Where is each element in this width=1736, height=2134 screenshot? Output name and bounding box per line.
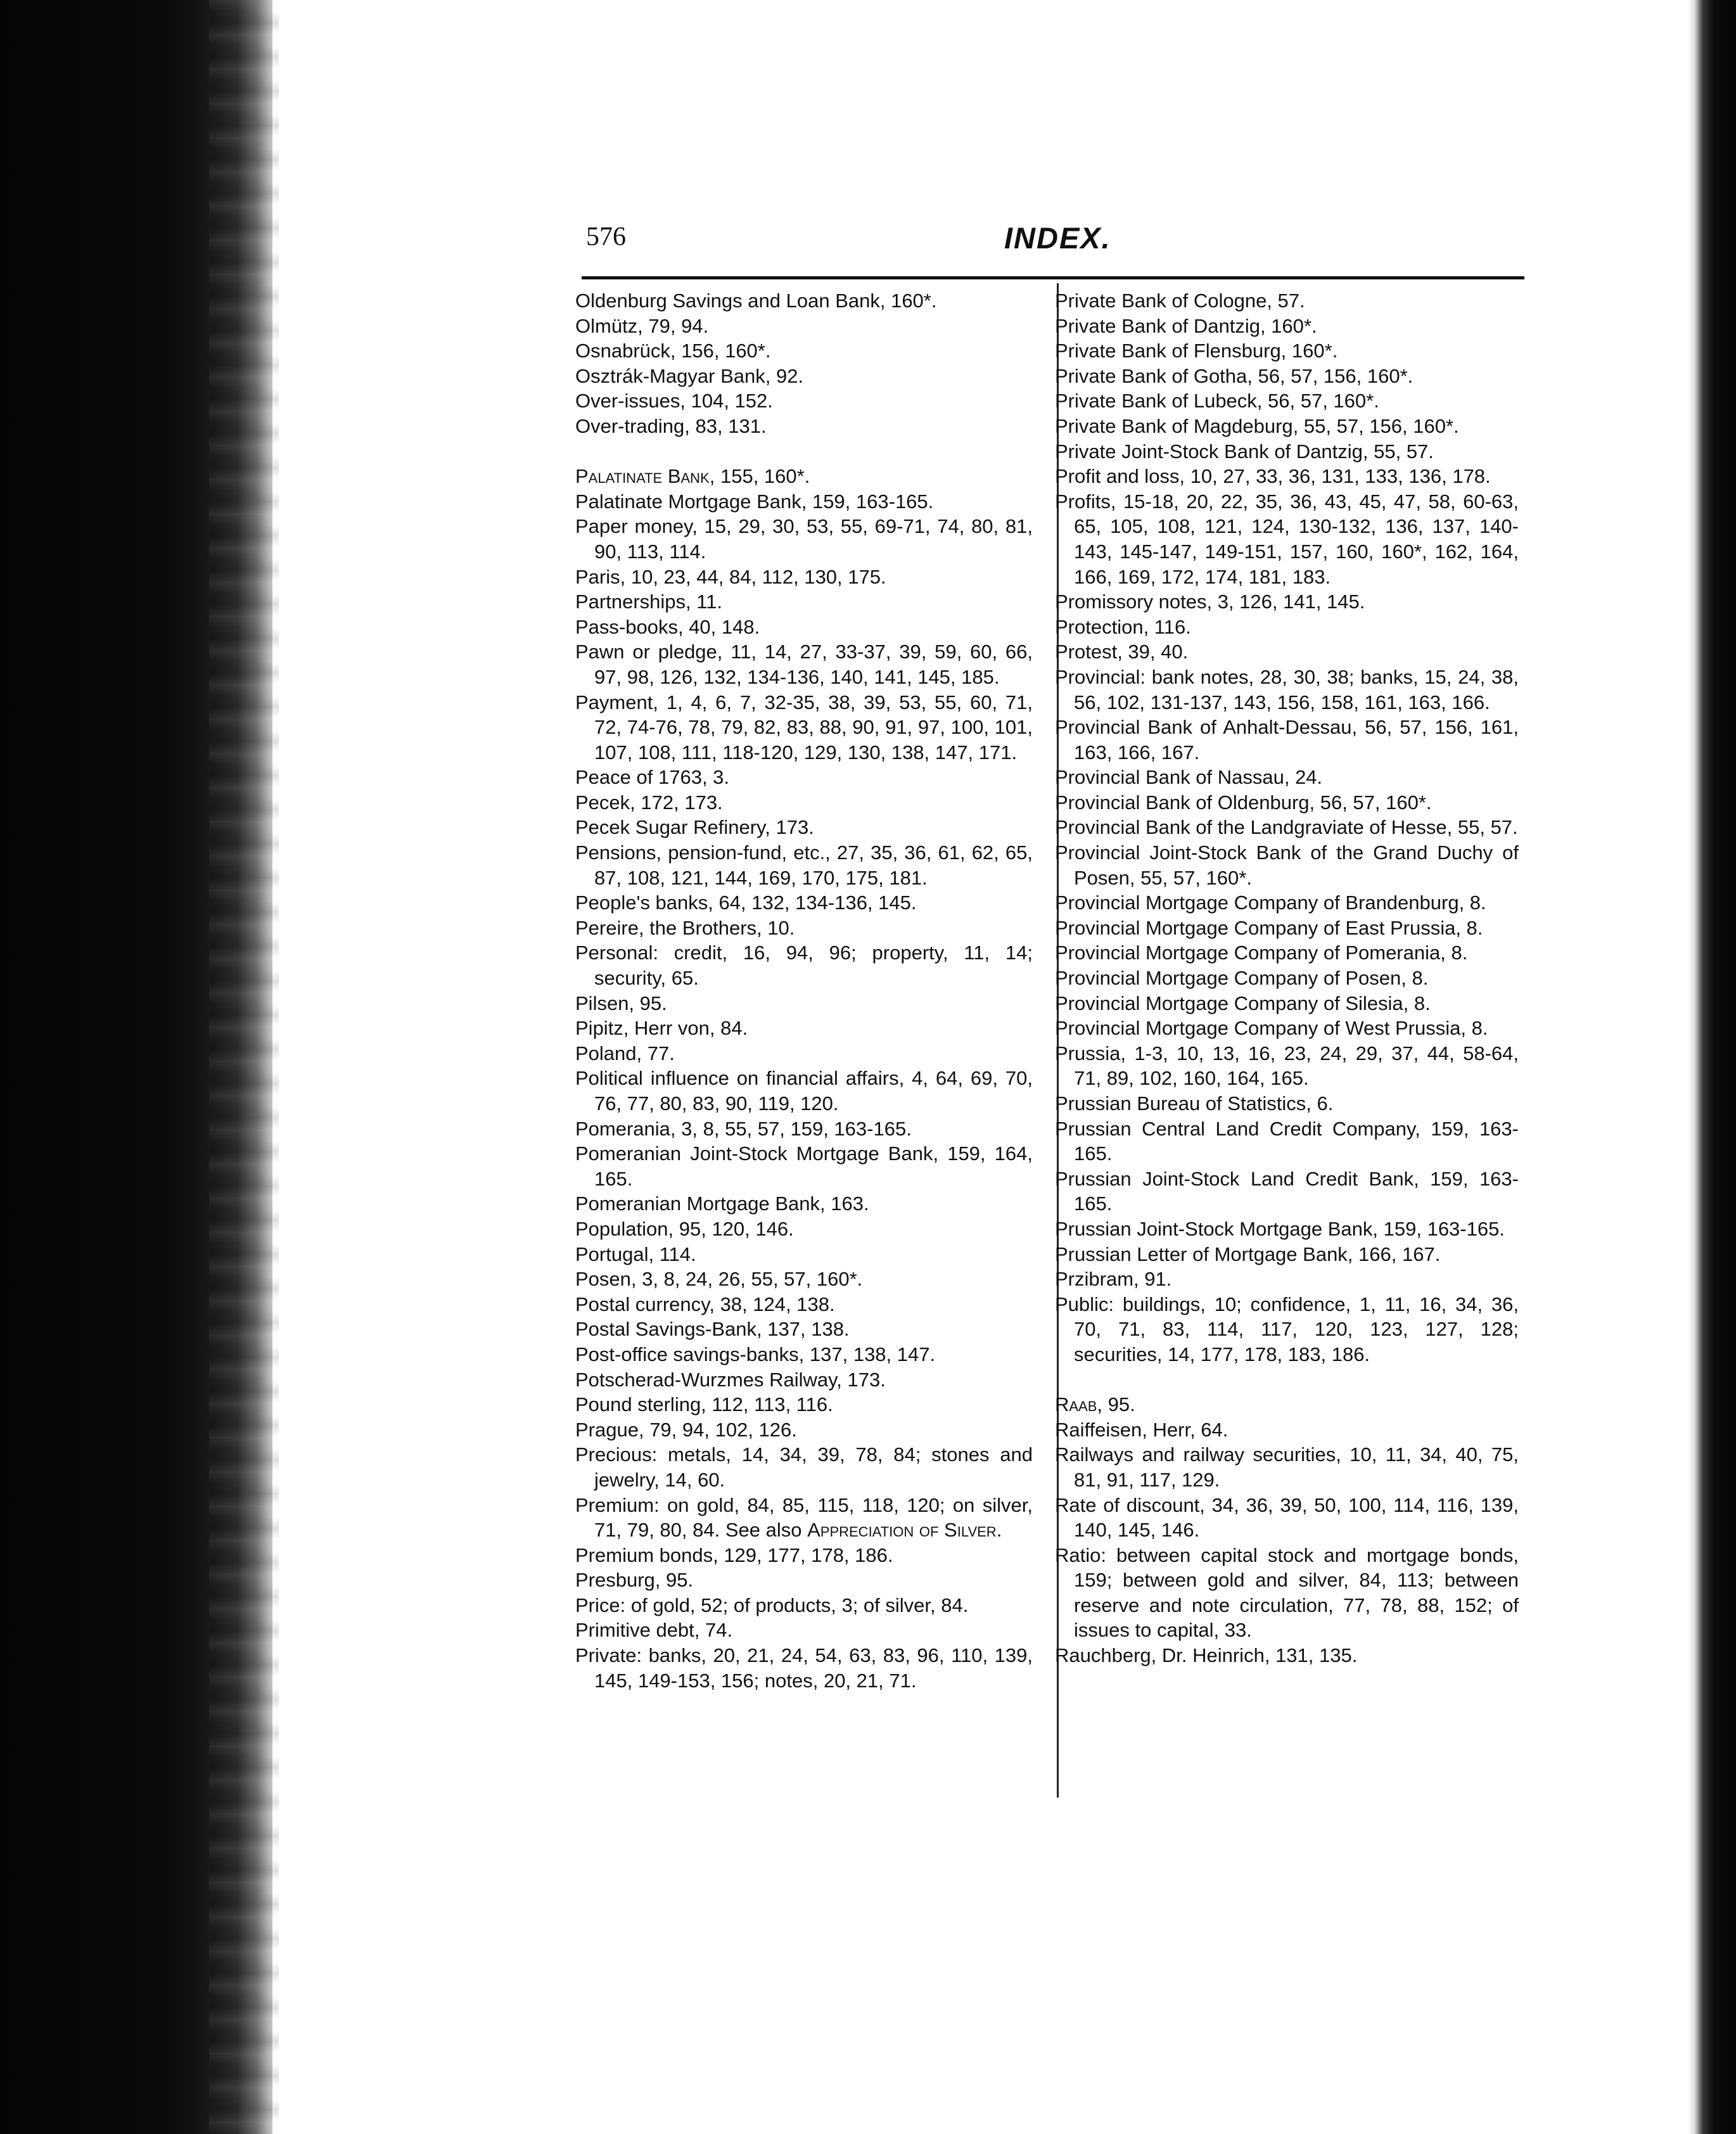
index-entry [1055,790,1519,815]
index-entry [1055,840,1519,890]
index-entry [575,1618,1033,1643]
index-entry [1055,1392,1519,1417]
entry-text: Prague, 79, 94, 102, 126. [575,1418,797,1441]
entry-text: Provincial Bank of Nassau, 24. [1055,766,1323,789]
entry-text: Prussia, 1-3, 10, 13, 16, 23, 24, 29, 37, 44, 58-64, 71, 89, 102, 160, 164, 165. [1055,1042,1519,1090]
index-entry [575,414,1033,439]
entry-text: Pomeranian Joint-Stock Mortgage Bank, 159, 164, 165. [575,1142,1033,1190]
entry-text: Private Bank of Flensburg, 160*. [1055,340,1338,362]
index-entry [1055,615,1519,640]
index-entry [1055,1643,1519,1668]
entry-text: Pecek Sugar Refinery, 173. [575,816,814,839]
index-entry [1055,665,1519,715]
entry-text: Postal currency, 38, 124, 138. [575,1293,835,1315]
entry-text: Provincial Bank of Oldenburg, 56, 57, 160*. [1055,791,1432,814]
entry-text: Peace of 1763, 3. [575,766,730,789]
index-entry [575,388,1033,414]
index-entry [1055,338,1519,364]
entry-text: Ratio: between capital stock and mortgage bonds, 159; between gold and silver, 84, 113; between reserve and note circulation, 77, 78, 88, 152; of issues to capital, 33. [1055,1543,1519,1642]
entry-text: Paper money, 15, 29, 30, 53, 55, 69-71, 74, 80, 81, 90, 113, 114. [575,515,1033,563]
entry-text: Private Bank of Lubeck, 56, 57, 160*. [1055,390,1379,412]
index-entry [1055,1417,1519,1443]
entry-text: Provincial: bank notes, 28, 30, 38; banks, 15, 24, 38, 56, 102, 131-137, 143, 156, 158, 161, 163, 166. [1055,665,1519,713]
index-entry [1055,1016,1519,1041]
entry-text: Provincial Mortgage Company of Posen, 8. [1055,967,1429,990]
index-entry [1055,288,1519,314]
entry-text: Provincial Joint-Stock Bank of the Grand Duchy of Posen, 55, 57, 160*. [1055,841,1519,889]
entry-text: Przibram, 91. [1055,1268,1172,1291]
entry-text: Pipitz, Herr von, 84. [575,1017,748,1040]
index-column-right [1055,288,1519,1668]
index-entry [575,338,1033,364]
entry-text: Provincial Mortgage Company of West Prussia, 8. [1055,1017,1488,1040]
entry-text: Osnabrück, 156, 160*. [575,340,771,362]
entry-text: Profit and loss, 10, 27, 33, 36, 131, 133, 136, 178. [1055,465,1491,488]
index-entry [1055,991,1519,1016]
index-entry [575,615,1033,640]
index-entry [575,464,1033,489]
entry-tail: . [996,1519,1002,1542]
entry-text: Over-issues, 104, 152. [575,390,773,412]
index-entry [575,1392,1033,1417]
entry-text: Poland, 77. [575,1042,675,1064]
entry-text: Prussian Joint-Stock Land Credit Bank, 159, 163-165. [1055,1167,1519,1215]
index-entry [1055,1543,1519,1643]
entry-text: Precious: metals, 14, 34, 39, 78, 84; stones and jewelry, 14, 60. [575,1443,1033,1491]
index-entry [1055,1493,1519,1543]
entry-text: Public: buildings, 10; confidence, 1, 11, 16, 34, 36, 70, 71, 83, 114, 117, 120, 123, 127, 128; securities, 14, 177, 178, 183, 186. [1055,1293,1519,1365]
index-entry [575,1442,1033,1492]
entry-text: Population, 95, 120, 146. [575,1217,794,1240]
entry-text: People's banks, 64, 132, 134-136, 145. [575,891,917,914]
index-entry [575,1317,1033,1342]
index-entry [1055,815,1519,840]
index-entry [575,940,1033,990]
index-entry [575,1066,1033,1116]
index-entry [575,840,1033,890]
index-entry [1055,916,1519,941]
entry-text: Private: banks, 20, 21, 24, 54, 63, 83, 96, 110, 139, 145, 149-153, 156; notes, 20, 21, 71. [575,1644,1033,1692]
entry-text: Posen, 3, 8, 24, 26, 55, 57, 160*. [575,1268,863,1291]
index-entry [1055,715,1519,765]
index-entry [575,815,1033,840]
index-entry [575,1016,1033,1041]
index-entry [575,690,1033,765]
entry-text: Provincial Bank of Anhalt-Dessau, 56, 57, 156, 161, 163, 166, 167. [1055,716,1519,764]
index-entry [1055,890,1519,916]
index-entry [575,1568,1033,1593]
entry-text: Pomerania, 3, 8, 55, 57, 159, 163-165. [575,1117,912,1140]
index-entry [575,1116,1033,1142]
book-spine-shadow [0,0,272,2134]
index-entry [1055,940,1519,966]
entry-text: , 155, 160*. [709,465,810,488]
index-entry [575,1367,1033,1393]
index-entry [575,1242,1033,1267]
index-entry [1055,765,1519,790]
entry-text: Raiffeisen, Herr, 64. [1055,1418,1229,1441]
index-entry [1055,388,1519,414]
entry-text: Oldenburg Savings and Loan Bank, 160*. [575,290,937,312]
index-entry [575,1292,1033,1317]
entry-text: Pensions, pension-fund, etc., 27, 35, 36, 61, 62, 65, 87, 108, 121, 144, 169, 170, 175, 181. [575,841,1033,889]
entry-text: Private Bank of Gotha, 56, 57, 156, 160*. [1055,364,1414,387]
entry-text: Payment, 1, 4, 6, 7, 32-35, 38, 39, 53, 55, 60, 71, 72, 74-76, 78, 79, 82, 83, 88, 90, 91, 97, 100, 101, 107, 108, 111, 118-120, 129, 130, 138, 147, 171. [575,691,1033,764]
entry-text: Pereire, the Brothers, 10. [575,916,795,939]
entry-text: Rate of discount, 34, 36, 39, 50, 100, 114, 116, 139, 140, 145, 146. [1055,1493,1519,1542]
entry-text: Presburg, 95. [575,1569,694,1592]
entry-text: Prussian Central Land Credit Company, 159, 163-165. [1055,1117,1519,1165]
entry-text: Political influence on financial affairs, 4, 64, 69, 70, 76, 77, 80, 83, 90, 119, 120. [575,1067,1033,1115]
index-entry [1055,1267,1519,1292]
index-entry [575,1217,1033,1242]
index-entry [575,489,1033,514]
entry-text: Personal: credit, 16, 94, 96; property, 11, 14; security, 65. [575,942,1033,990]
entry-text: Provincial Mortgage Company of East Prussia, 8. [1055,916,1483,939]
page-edge-shadow [1688,0,1736,2134]
page-number: 576 [586,222,626,252]
index-entry [575,790,1033,815]
index-entry [575,991,1033,1016]
entry-text: Protection, 116. [1055,615,1191,638]
entry-text: Profits, 15-18, 20, 22, 35, 36, 43, 45, 47, 58, 60-63, 65, 105, 108, 121, 124, 130-132, 136, 137, 140-143, 145-147, 149-151, 157, 160, 160*, 162, 164, 166, 169, 172, 174, 181, 183. [1055,490,1519,588]
entry-text: Provincial Bank of the Landgraviate of Hesse, 55, 57. [1055,816,1518,839]
index-entry [575,1141,1033,1191]
index-entry [575,565,1033,590]
index-entry [1055,1091,1519,1116]
index-entry [1055,589,1519,615]
index-entry [575,589,1033,615]
entry-text: Protest, 39, 40. [1055,641,1189,663]
entry-text: Premium bonds, 129, 177, 178, 186. [575,1543,893,1566]
index-entry [575,765,1033,790]
section-gap [1055,1367,1519,1393]
index-entry [575,314,1033,339]
entry-text: Provincial Mortgage Company of Pomerania, 8. [1055,942,1468,964]
entry-text: Potscherad-Wurzmes Railway, 173. [575,1368,886,1391]
index-entry [575,1593,1033,1618]
entry-text: Palatinate Mortgage Bank, 159, 163-165. [575,490,934,513]
index-entry [1055,1041,1519,1091]
index-entry [1055,464,1519,489]
index-entry [1055,1242,1519,1267]
entry-text: Pawn or pledge, 11, 14, 27, 33-37, 39, 59, 60, 66, 97, 98, 126, 132, 134-136, 140, 141, 145, 185. [575,641,1033,688]
index-entry [575,1267,1033,1292]
entry-text: Prussian Bureau of Statistics, 6. [1055,1092,1334,1115]
entry-text: Prussian Joint-Stock Mortgage Bank, 159, 163-165. [1055,1217,1505,1240]
entry-text: Pomeranian Mortgage Bank, 163. [575,1192,869,1215]
index-entry [1055,639,1519,665]
entry-heading: Palatinate Bank [575,465,710,488]
entry-text: Pecek, 172, 173. [575,791,723,814]
index-entry [575,514,1033,564]
index-entry [575,1041,1033,1066]
entry-text: Primitive debt, 74. [575,1619,733,1642]
index-entry [575,288,1033,314]
entry-text: Price: of gold, 52; of products, 3; of silver, 84. [575,1594,969,1616]
entry-text: Pass-books, 40, 148. [575,615,760,638]
index-entry [575,890,1033,916]
index-entry [1055,414,1519,439]
entry-text: Private Bank of Dantzig, 160*. [1055,314,1317,337]
entry-text: Over-trading, 83, 131. [575,414,767,437]
index-entry [575,916,1033,941]
index-entry [575,1342,1033,1367]
entry-text: , 95. [1097,1393,1135,1416]
entry-text: Private Joint-Stock Bank of Dantzig, 55, 57. [1055,440,1434,463]
entry-text: Olmütz, 79, 94. [575,314,709,337]
entry-text: Postal Savings-Bank, 137, 138. [575,1318,850,1341]
index-entry [1055,1217,1519,1242]
entry-text: Prussian Letter of Mortgage Bank, 166, 167. [1055,1243,1441,1265]
index-entry [575,1643,1033,1693]
entry-text: Portugal, 114. [575,1243,696,1265]
index-column-left [575,288,1033,1693]
entry-text: Paris, 10, 23, 44, 84, 112, 130, 175. [575,565,886,588]
entry-text: Post-office savings-banks, 137, 138, 147. [575,1343,936,1365]
header-rule [582,276,1524,279]
index-entry [1055,1116,1519,1166]
entry-text: Pound sterling, 112, 113, 116. [575,1393,833,1416]
entry-text: Osztrák-Magyar Bank, 92. [575,364,804,387]
entry-text: Provincial Mortgage Company of Brandenburg, 8. [1055,891,1486,914]
cross-reference: Appreciation of Silver [807,1519,997,1542]
index-entry [1055,1166,1519,1217]
index-entry [1055,966,1519,991]
entry-text: Partnerships, 11. [575,591,723,613]
entry-heading: Raab [1055,1393,1097,1416]
index-entry [575,1543,1033,1568]
index-entry [1055,1292,1519,1367]
entry-text: Rauchberg, Dr. Heinrich, 131, 135. [1055,1644,1358,1667]
index-entry [575,639,1033,689]
index-entry [1055,1442,1519,1492]
entry-text: Railways and railway securities, 10, 11, 34, 40, 75, 81, 91, 117, 129. [1055,1443,1519,1491]
entry-text: Pilsen, 95. [575,992,667,1014]
entry-text: Provincial Mortgage Company of Silesia, 8. [1055,992,1431,1014]
entry-text: Premium: on gold, 84, 85, 115, 118, 120; on silver, 71, 79, 80, 84. See also [575,1493,1033,1542]
index-entry [1055,489,1519,589]
index-entry [575,1493,1033,1543]
entry-text: Promissory notes, 3, 126, 141, 145. [1055,591,1365,613]
index-entry [1055,314,1519,339]
index-entry [1055,364,1519,389]
index-entry [1055,439,1519,464]
index-entry [575,1191,1033,1217]
entry-text: Private Bank of Cologne, 57. [1055,290,1305,312]
index-entry [575,364,1033,389]
entry-text: Private Bank of Magdeburg, 55, 57, 156, 160*. [1055,414,1459,437]
index-entry [575,1417,1033,1443]
section-gap [575,439,1033,464]
page-title: INDEX. [1004,221,1111,255]
